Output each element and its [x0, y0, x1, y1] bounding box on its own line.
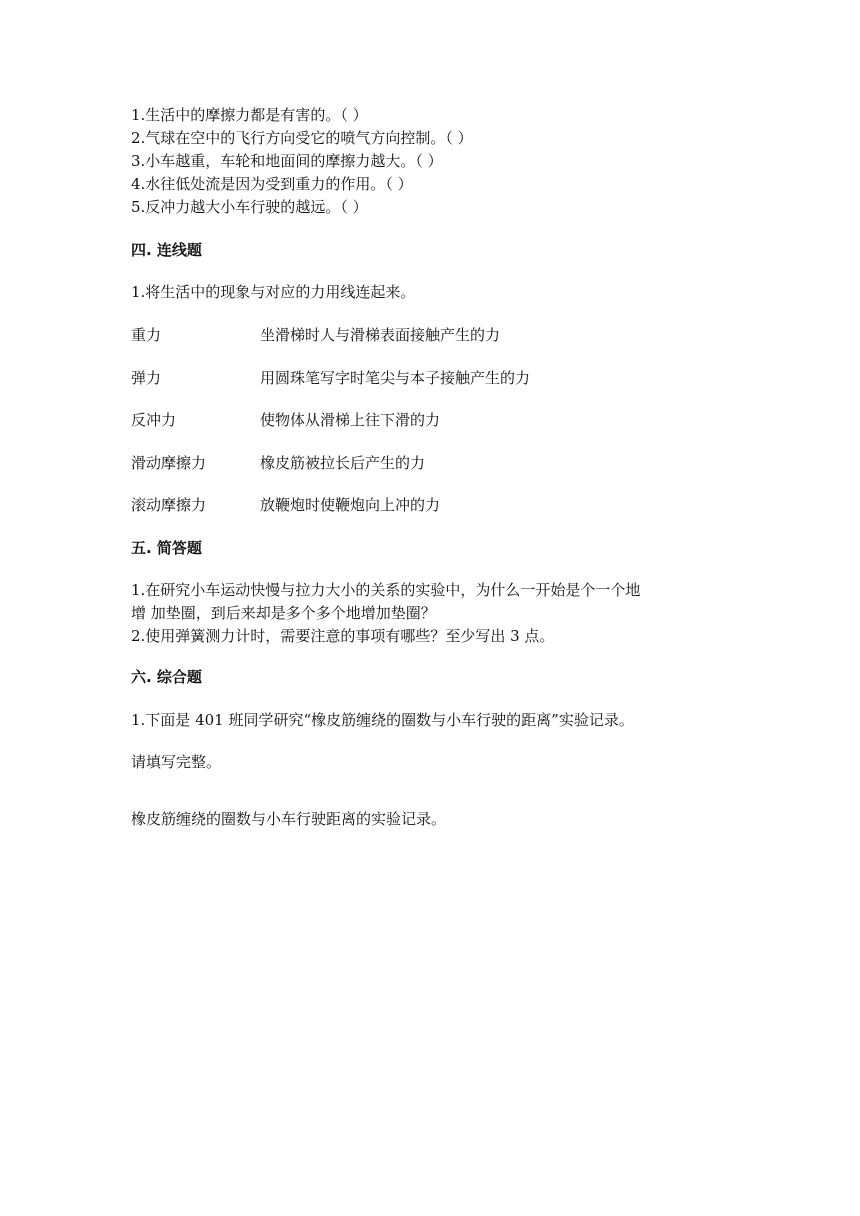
matching-force-label: 弹力: [131, 369, 162, 387]
judgement-item-2: 2.气球在空中的飞行方向受它的喷气方向控制。（ ）: [131, 129, 473, 147]
comprehensive-instruction: 请填写完整。: [131, 753, 222, 771]
matching-phenomenon-label: 橡皮筋被拉长后产生的力: [260, 454, 426, 472]
section-heading-comprehensive: 六. 综合题: [131, 668, 202, 686]
section-heading-short-answer: 五. 简答题: [131, 539, 202, 557]
judgement-item-4: 4.水往低处流是因为受到重力的作用。（ ）: [131, 175, 413, 193]
table-caption: 橡皮筋缠绕的圈数与小车行驶距离的实验记录。: [131, 810, 447, 828]
matching-force-label: 反冲力: [131, 411, 177, 429]
short-answer-question-1-line-2: 增 加垫圈，到后来却是多个多个地增加垫圈？: [131, 604, 436, 622]
matching-phenomenon-label: 使物体从滑梯上往下滑的力: [260, 411, 441, 429]
matching-phenomenon-label: 放鞭炮时使鞭炮向上冲的力: [260, 496, 441, 514]
matching-force-label: 重力: [131, 326, 162, 344]
judgement-item-5: 5.反冲力越大小车行驶的越远。（ ）: [131, 198, 368, 216]
matching-force-label: 滚动摩擦力: [131, 496, 207, 514]
comprehensive-question-1: 1.下面是 401 班同学研究“橡皮筋缠绕的圈数与小车行驶的距离”实验记录。: [131, 711, 634, 729]
matching-phenomenon-label: 用圆珠笔写字时笔尖与本子接触产生的力: [260, 369, 531, 387]
short-answer-question-2: 2.使用弹簧测力计时，需要注意的事项有哪些？至少写出 3 点。: [131, 627, 555, 645]
short-answer-question-1-line-1: 1.在研究小车运动快慢与拉力大小的关系的实验中，为什么一开始是个一个地: [131, 581, 641, 599]
matching-phenomenon-label: 坐滑梯时人与滑梯表面接触产生的力: [260, 326, 501, 344]
matching-question: 1.将生活中的现象与对应的力用线连起来。: [131, 283, 416, 301]
judgement-item-3: 3.小车越重，车轮和地面间的摩擦力越大。（ ）: [131, 152, 443, 170]
section-heading-matching: 四. 连线题: [131, 241, 202, 259]
matching-force-label: 滑动摩擦力: [131, 454, 207, 472]
judgement-item-1: 1.生活中的摩擦力都是有害的。（ ）: [131, 106, 368, 124]
